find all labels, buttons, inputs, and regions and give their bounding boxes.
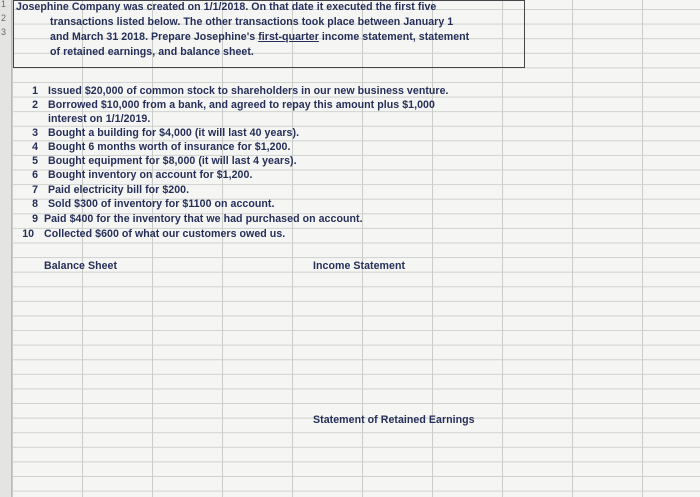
transaction-number: 2 bbox=[32, 99, 38, 111]
transaction-text: Bought a building for $4,000 (it will last 40 years). bbox=[48, 127, 300, 139]
row-number: 2 bbox=[1, 13, 7, 23]
transaction-number: 7 bbox=[32, 184, 38, 196]
retained-earnings-heading: Statement of Retained Earnings bbox=[313, 414, 475, 426]
transaction-text: Bought 6 months worth of insurance for $1,200. bbox=[48, 141, 291, 153]
row-number: 1 bbox=[1, 0, 7, 9]
row-header-column bbox=[0, 0, 12, 497]
transaction-text: Issued $20,000 of common stock to shareholders in our new business venture. bbox=[48, 85, 449, 97]
income-statement-heading: Income Statement bbox=[313, 260, 406, 272]
intro-first-quarter: first-quarter bbox=[258, 31, 319, 43]
intro-line-4: of retained earnings, and balance sheet. bbox=[50, 46, 254, 58]
transaction-text: Sold $300 of inventory for $1100 on account. bbox=[48, 198, 275, 210]
transaction-text: Borrowed $10,000 from a bank, and agreed to repay this amount plus $1,000 bbox=[48, 99, 435, 111]
intro-line-1: Josephine Company was created on 1/1/2018. On that date it executed the first five bbox=[16, 1, 437, 13]
transaction-number: 9 bbox=[32, 213, 38, 225]
transaction-number: 8 bbox=[32, 198, 38, 210]
transaction-text: Bought equipment for $8,000 (it will last 4 years). bbox=[48, 155, 297, 167]
balance-sheet-heading: Balance Sheet bbox=[44, 260, 118, 272]
transaction-text: Paid $400 for the inventory that we had purchased on account. bbox=[44, 213, 363, 225]
row-number: 3 bbox=[1, 27, 7, 37]
transaction-number: 6 bbox=[32, 169, 38, 181]
transaction-text: Paid electricity bill for $200. bbox=[48, 184, 190, 196]
transaction-text: Collected $600 of what our customers owed us. bbox=[44, 228, 286, 240]
transaction-number: 10 bbox=[22, 228, 34, 240]
transaction-number: 5 bbox=[32, 155, 38, 167]
transaction-text: interest on 1/1/2019. bbox=[48, 113, 151, 125]
intro-line-3-text: and March 31 2018. Prepare Josephine's bbox=[50, 31, 256, 43]
transaction-number: 3 bbox=[32, 127, 38, 139]
intro-line-3 bbox=[50, 31, 469, 43]
intro-line-3-rest: income statement, statement bbox=[318, 31, 470, 43]
transaction-number: 4 bbox=[32, 141, 38, 153]
transaction-text: Bought inventory on account for $1,200. bbox=[48, 169, 253, 181]
intro-line-2: transactions listed below. The other transactions took place between January 1 bbox=[50, 16, 454, 28]
transaction-number: 1 bbox=[32, 85, 38, 97]
